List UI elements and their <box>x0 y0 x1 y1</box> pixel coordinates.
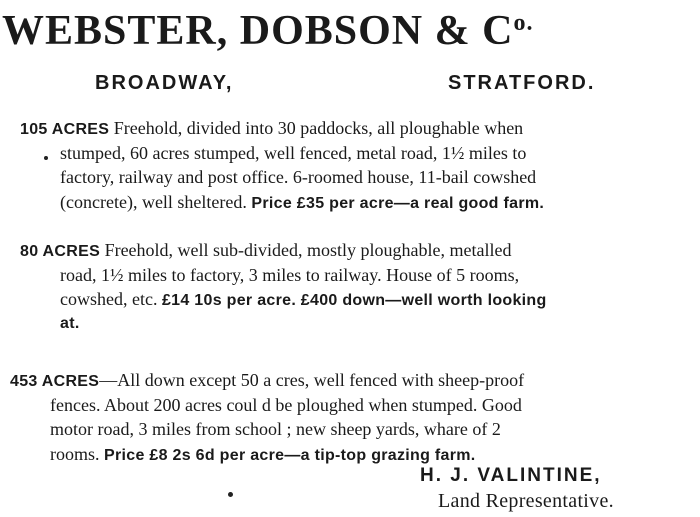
location-stratford: STRATFORD. <box>448 72 596 94</box>
listing-line <box>10 442 524 467</box>
firm-name: WEBSTER, DOBSON & C <box>2 8 514 54</box>
listing-acres: 80 ACRES <box>20 243 101 260</box>
listing-line <box>20 190 544 215</box>
listing-text: rooms. <box>50 443 104 464</box>
listing-line: factory, railway and post office. 6-roomed house, 11-bail cowshed <box>60 167 537 187</box>
signature-name: H. J. VALINTINE, <box>420 465 602 486</box>
listing-text: cowshed, etc. <box>60 289 162 309</box>
listing-line <box>20 287 547 312</box>
listing-price: Price £35 per acre—a real good farm. <box>251 194 545 212</box>
listing-line: fences. About 200 acres coul d be ploughed when stumped. Good <box>50 394 522 415</box>
listing-text: —All down except 50 a cres, well fenced with sheep-proof <box>99 370 525 390</box>
print-speck <box>44 156 48 160</box>
listing-105-acres <box>20 116 544 214</box>
listing-80-acres <box>20 238 547 336</box>
listing-453-acres <box>10 368 524 466</box>
listing-line: road, 1½ miles to factory, 3 miles to railway. House of 5 rooms, <box>60 264 520 285</box>
signature-title: Land Representative. <box>438 490 614 512</box>
listing-acres: 453 ACRES <box>10 373 100 390</box>
listing-text: Freehold, well sub-divided, mostly ploughable, metalled <box>100 240 512 260</box>
location-broadway: BROADWAY, <box>95 72 234 94</box>
listing-text: (concrete), well sheltered. <box>60 191 252 212</box>
listing-acres: 105 ACRES <box>20 121 110 138</box>
listing-price: £14 10s per acre. £400 down—well worth looking <box>161 292 547 309</box>
listing-text: Freehold, divided into 30 paddocks, all ploughable when <box>109 118 524 138</box>
listing-line <box>20 116 544 141</box>
print-speck <box>228 492 233 497</box>
listing-line <box>20 238 547 263</box>
listing-line: motor road, 3 miles from school ; new sheep yards, whare of 2 <box>50 419 501 439</box>
listing-price-tail: at. <box>60 314 80 332</box>
listing-price: Price £8 2s 6d per acre—a tip-top grazing farm. <box>104 446 476 464</box>
firm-name-heading <box>2 0 700 56</box>
firm-suffix: o. <box>513 10 534 36</box>
listing-line: stumped, 60 acres stumped, well fenced, metal road, 1½ miles to <box>60 142 527 163</box>
listing-line <box>10 368 524 393</box>
